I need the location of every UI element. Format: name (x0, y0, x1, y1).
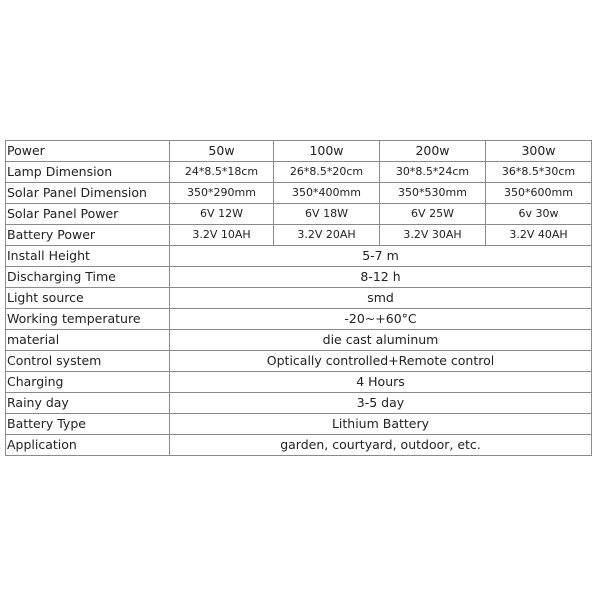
cell-value: 5-7 m (170, 246, 592, 267)
table-row (6, 183, 592, 204)
row-label: Discharging Time (6, 267, 170, 288)
cell-value: 3.2V 10AH (170, 225, 274, 246)
cell-value: 350*530mm (380, 183, 486, 204)
table-row (6, 330, 592, 351)
table-row (6, 162, 592, 183)
row-label: Battery Power (6, 225, 170, 246)
row-label: Charging (6, 372, 170, 393)
table-row (6, 246, 592, 267)
table-row (6, 372, 592, 393)
spec-table (5, 140, 592, 456)
row-label: Light source (6, 288, 170, 309)
model-100w: 100w (274, 141, 380, 162)
cell-value: 6V 18W (274, 204, 380, 225)
model-300w: 300w (486, 141, 592, 162)
row-label: Solar Panel Power (6, 204, 170, 225)
cell-value: 6v 30w (486, 204, 592, 225)
table-row (6, 288, 592, 309)
table-row (6, 204, 592, 225)
cell-value: 6V 25W (380, 204, 486, 225)
cell-value: Optically controlled+Remote control (170, 351, 592, 372)
cell-value: -20~+60°C (170, 309, 592, 330)
cell-value: 24*8.5*18cm (170, 162, 274, 183)
cell-value: 3.2V 20AH (274, 225, 380, 246)
cell-value: die cast aluminum (170, 330, 592, 351)
cell-value: 350*600mm (486, 183, 592, 204)
cell-value: 3.2V 30AH (380, 225, 486, 246)
cell-value: Lithium Battery (170, 414, 592, 435)
table-row (6, 351, 592, 372)
row-label: Lamp Dimension (6, 162, 170, 183)
cell-value: 3-5 day (170, 393, 592, 414)
cell-value: smd (170, 288, 592, 309)
cell-value: 3.2V 40AH (486, 225, 592, 246)
table-row (6, 309, 592, 330)
cell-value: 30*8.5*24cm (380, 162, 486, 183)
table-row (6, 393, 592, 414)
cell-value: 26*8.5*20cm (274, 162, 380, 183)
header-label: Power (6, 141, 170, 162)
row-label: Working temperature (6, 309, 170, 330)
model-200w: 200w (380, 141, 486, 162)
row-label: material (6, 330, 170, 351)
cell-value: 350*290mm (170, 183, 274, 204)
cell-value: 350*400mm (274, 183, 380, 204)
table-row (6, 435, 592, 456)
row-label: Solar Panel Dimension (6, 183, 170, 204)
header-row (6, 141, 592, 162)
cell-value: 36*8.5*30cm (486, 162, 592, 183)
row-label: Rainy day (6, 393, 170, 414)
row-label: Control system (6, 351, 170, 372)
cell-value: 6V 12W (170, 204, 274, 225)
cell-value: 8-12 h (170, 267, 592, 288)
cell-value: garden, courtyard, outdoor, etc. (170, 435, 592, 456)
model-50w: 50w (170, 141, 274, 162)
table-row (6, 414, 592, 435)
table-row (6, 267, 592, 288)
row-label: Battery Type (6, 414, 170, 435)
row-label: Install Height (6, 246, 170, 267)
cell-value: 4 Hours (170, 372, 592, 393)
table-row (6, 225, 592, 246)
row-label: Application (6, 435, 170, 456)
